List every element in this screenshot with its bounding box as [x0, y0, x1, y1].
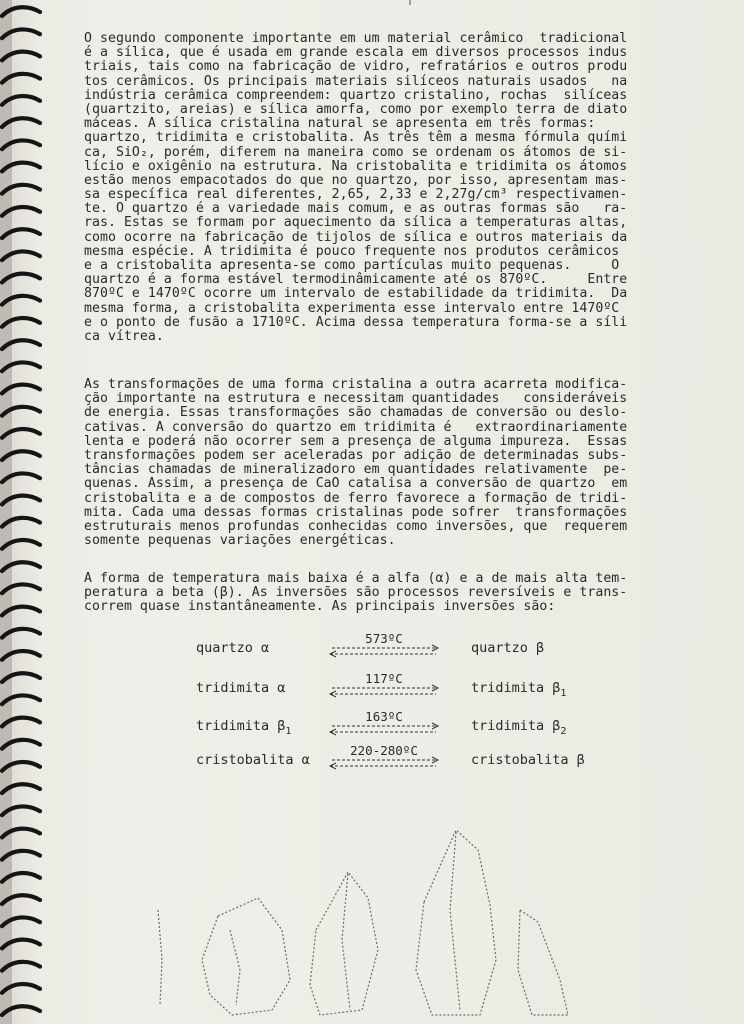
- crystal-drawings: [140, 810, 590, 1020]
- inversion-high-form: cristobalita β: [471, 752, 585, 768]
- text-line: estão menos empacotados do que no quartzo, por isso, apresentam mas-: [84, 172, 628, 188]
- text-line: (quartzito, areias) e sílica amorfa, como por exemplo terra de diato: [84, 101, 628, 117]
- inversion-low-form: tridimita $\beta_1$: [196, 718, 292, 737]
- text-line: somente pequenas variações energéticas.: [84, 533, 396, 549]
- text-line: mita. Cada uma dessas formas cristalinas pode sofrer transformações: [84, 504, 628, 520]
- text-line: e a cristobalita apresenta-se como partículas muito pequenas. O: [84, 258, 620, 273]
- paragraph-inversions-intro: [84, 572, 704, 615]
- inversion-high-form: tridimita $\beta_1$: [471, 680, 567, 699]
- text-line: cativas. A conversão do quartzo em tridimita é extraordinariamente: [84, 419, 628, 435]
- reversible-arrow: [326, 671, 442, 702]
- text-line: tos cerâmicos. Os principais materiais silíceos naturais usados na: [84, 73, 628, 89]
- inversion-row: [0, 743, 744, 774]
- inversion-low-form: tridimita α: [196, 680, 286, 696]
- text-line: mesma espécie. A tridimita é pouco frequente nos produtos cerâmicos: [84, 243, 620, 259]
- text-line: lício e oxigênio na estrutura. Na cristobalita e tridimita os átomos: [84, 158, 628, 174]
- text-line: ca, SiO₂, porém, diferem na maneira como se ordenam os átomos de si-: [84, 144, 628, 160]
- paragraph-silica-forms: [84, 32, 704, 344]
- text-line: O segundo componente importante em um material cerâmico tradicional: [84, 31, 628, 46]
- text-line: lenta e poderá não ocorrer sem a presença de alguma impureza. Essas: [84, 433, 628, 449]
- inversion-high-form: tridimita $\beta_2$: [471, 718, 567, 737]
- inversion-temperature: 573ºC: [365, 631, 403, 646]
- inversion-temperature: 163ºC: [365, 709, 403, 724]
- text-line: 870ºC e 1470ºC ocorre um intervalo de estabilidade da tridimita. Da: [84, 286, 628, 302]
- text-line: ras. Estas se formam por aquecimento da sílica a temperaturas altas,: [84, 215, 628, 231]
- text-line: correm quase instantâneamente. As principais inversões são:: [84, 599, 556, 615]
- reversible-arrow: [326, 631, 442, 662]
- inversion-low-form: cristobalita α: [196, 752, 310, 768]
- paragraph-transformations: [84, 378, 704, 548]
- page-edge-mark: [380, 0, 440, 6]
- inversion-low-form: quartzo α: [196, 640, 270, 656]
- inversion-row: [0, 671, 744, 702]
- text-line: estruturais menos profundas conhecidas como inversões, que requerem: [84, 518, 628, 534]
- text-line: peratura a beta (β). As inversões são processos reversíveis e trans-: [84, 585, 628, 601]
- text-line: ca vítrea.: [84, 328, 164, 344]
- text-line: de energia. Essas transformações são chamadas de conversão ou deslo-: [84, 405, 628, 421]
- inversion-temperature: 117ºC: [365, 671, 403, 686]
- text-line: As transformações de uma forma cristalina a outra acarreta modifica-: [84, 377, 628, 392]
- text-line: triais, tais como na fabricação de vidro, refratários e outros produ: [84, 59, 628, 75]
- spiral-binding: [0, 0, 44, 1024]
- text-line: A forma de temperatura mais baixa é a alfa (α) e a de mais alta tem-: [84, 571, 628, 586]
- inversion-temperature: 220-280ºC: [350, 743, 418, 758]
- text-line: é a sílica, que é usada em grande escala em diversos processos indus: [84, 45, 628, 61]
- text-line: quartzo, tridimita e cristobalita. As três têm a mesma fórmula quími: [84, 130, 628, 146]
- text-line: tâncias chamadas de mineralizadoro em quantidades relativamente pe-: [84, 462, 628, 478]
- text-line: sa específica real diferentes, 2,65, 2,33 e 2,27g/cm³ respectivamen-: [84, 187, 628, 203]
- reversible-arrow: [326, 743, 442, 774]
- inversion-row: [0, 631, 744, 662]
- text-line: cristobalita e a de compostos de ferro favorece a formação de tridi-: [84, 490, 628, 506]
- reversible-arrow: [326, 709, 442, 740]
- text-line: indústria cerâmica compreendem: quartzo cristalino, rochas silíceas: [84, 87, 628, 103]
- text-line: mesma forma, a cristobalita experimenta esse intervalo entre 1470ºC: [84, 300, 620, 316]
- text-line: máceas. A sílica cristalina natural se apresenta em três formas:: [84, 116, 620, 132]
- text-line: transformações podem ser aceleradas por adição de determinadas subs-: [84, 447, 628, 463]
- text-line: e o ponto de fusão a 1710ºC. Acima dessa temperatura forma-se a síli: [84, 314, 628, 330]
- text-line: como ocorre na fabricação de tijolos de sílica e outros materiais da: [84, 229, 628, 245]
- inversion-high-form: quartzo β: [471, 640, 545, 656]
- inversion-row: [0, 709, 744, 740]
- text-line: te. O quartzo é a variedade mais comum, e as outras formas são ra-: [84, 201, 628, 217]
- text-line: quartzo é a forma estável termodinâmicamente até os 870ºC. Entre: [84, 272, 628, 288]
- text-line: quenas. Assim, a presença de CaO catalisa a conversão de quartzo em: [84, 476, 628, 492]
- text-line: ção importante na estrutura e necessitam quantidades consideráveis: [84, 391, 628, 407]
